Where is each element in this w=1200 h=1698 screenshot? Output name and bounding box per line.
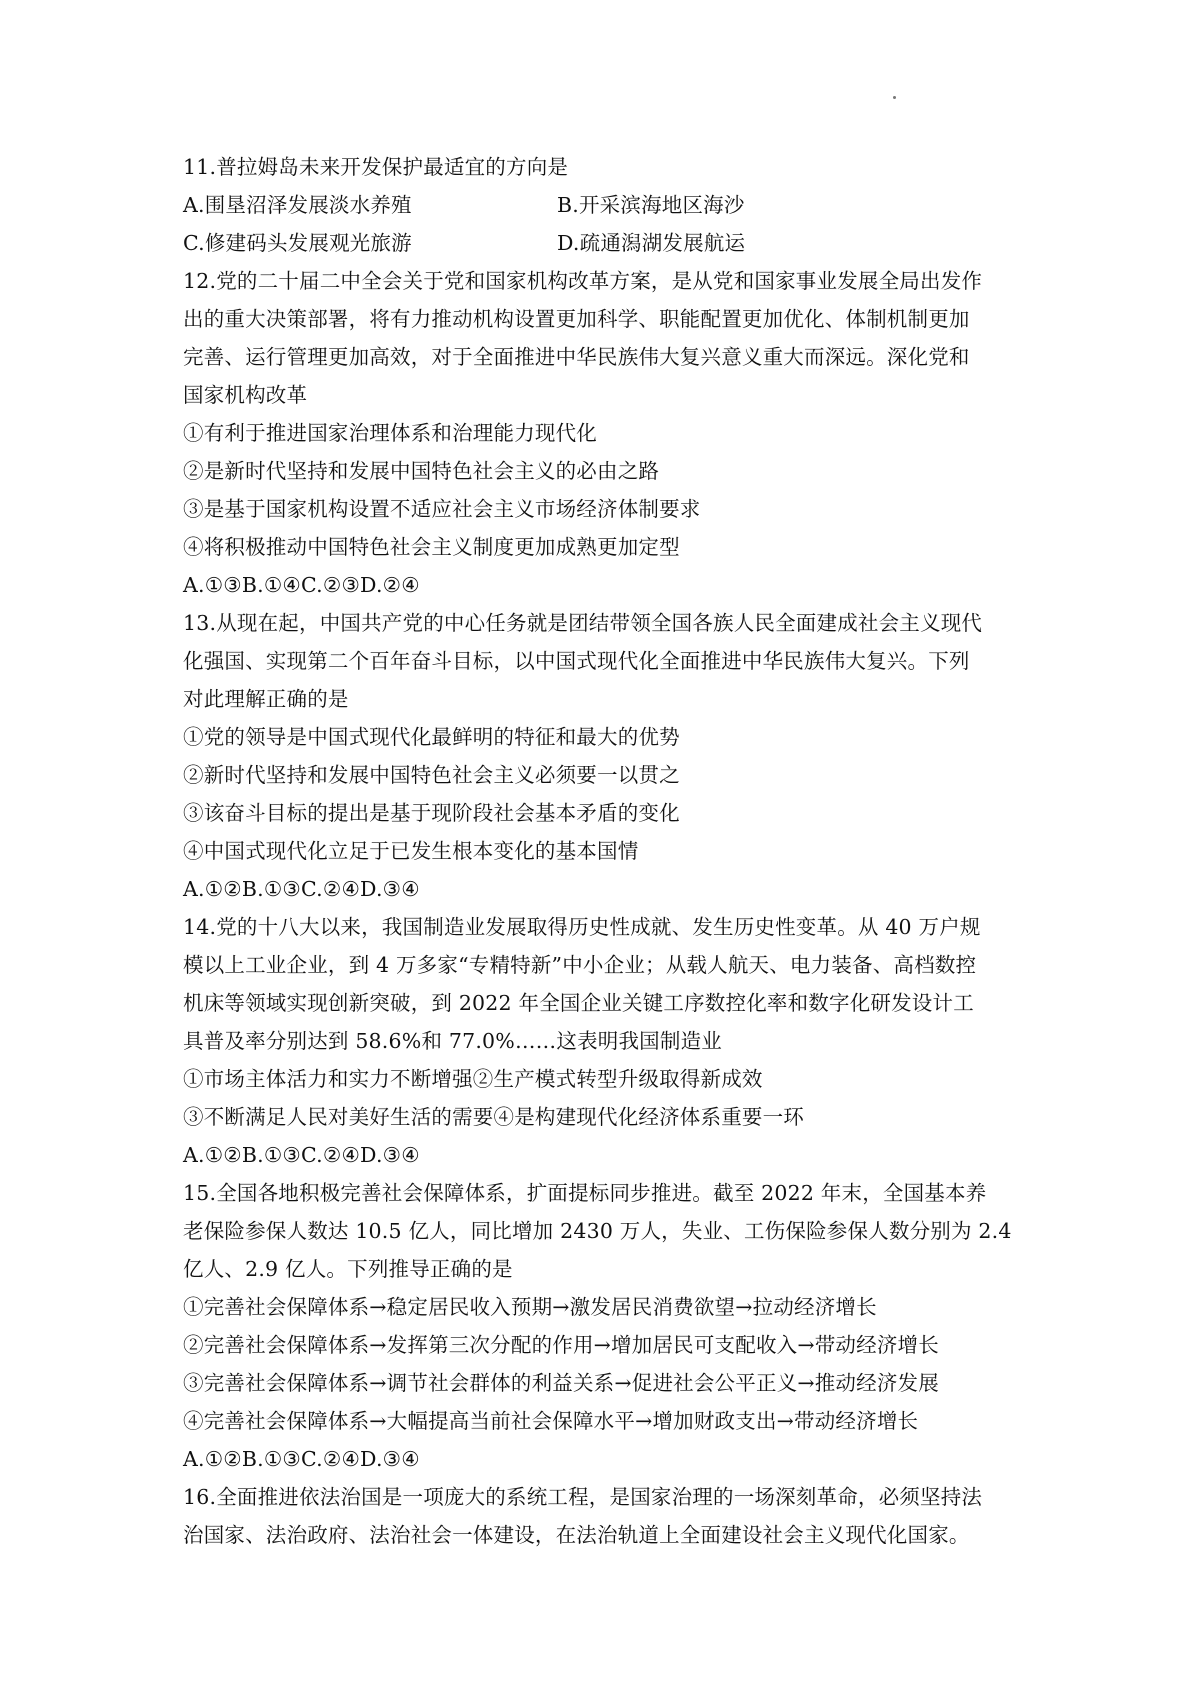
question-15-item-4: ④完善社会保障体系→大幅提高当前社会保障水平→增加财政支出→带动经济增长 [183,1409,919,1433]
question-15-item-2: ②完善社会保障体系→发挥第三次分配的作用→增加居民可支配收入→带动经济增长 [183,1333,939,1357]
question-11-option-d: D.疏通潟湖发展航运 [557,231,746,255]
question-11-stem: 11.普拉姆岛未来开发保护最适宜的方向是 [183,155,569,179]
question-13-answers: A.①②B.①③C.②④D.③④ [183,877,420,901]
question-13-stem-line: 对此理解正确的是 [183,687,349,711]
question-13-stem-line: 化强国、实现第二个百年奋斗目标，以中国式现代化全面推进中华民族伟大复兴。下列 [183,649,970,673]
question-15-item-1: ①完善社会保障体系→稳定居民收入预期→激发居民消费欲望→拉动经济增长 [183,1295,877,1319]
question-15-answers: A.①②B.①③C.②④D.③④ [183,1447,420,1471]
question-12-stem-line: 国家机构改革 [183,383,308,407]
question-13 [183,604,1043,908]
question-12-item-1: ①有利于推进国家治理体系和治理能力现代化 [183,421,597,445]
question-12-stem-line: 出的重大决策部署，将有力推动机构设置更加科学、职能配置更加优化、体制机制更加 [183,307,970,331]
question-11-options-row-1 [183,186,1043,224]
question-15-stem-line: 老保险参保人数达 10.5 亿人，同比增加 2430 万人，失业、工伤保险参保人数分别为 2.4 [183,1219,1012,1243]
question-12-item-2: ②是新时代坚持和发展中国特色社会主义的必由之路 [183,459,660,483]
question-14 [183,908,1043,1174]
question-13-item-2: ②新时代坚持和发展中国特色社会主义必须要一以贯之 [183,763,680,787]
question-15 [183,1174,1043,1478]
question-11-options-row-2 [183,224,1043,262]
question-14-stem-line: 具普及率分别达到 58.6%和 77.0%……这表明我国制造业 [183,1029,722,1053]
question-14-stem-line: 机床等领域实现创新突破，到 2022 年全国企业关键工序数控化率和数字化研发设计工 [183,991,974,1015]
question-12-item-4: ④将积极推动中国特色社会主义制度更加成熟更加定型 [183,535,680,559]
question-13-item-1: ①党的领导是中国式现代化最鲜明的特征和最大的优势 [183,725,680,749]
question-14-items-3-4: ③不断满足人民对美好生活的需要④是构建现代化经济体系重要一环 [183,1105,804,1129]
question-13-item-4: ④中国式现代化立足于已发生根本变化的基本国情 [183,839,639,863]
question-14-stem-line: 14.党的十八大以来，我国制造业发展取得历史性成就、发生历史性变革。从 40 万户规 [183,915,981,939]
question-16 [183,1478,1043,1554]
question-14-answers: A.①②B.①③C.②④D.③④ [183,1143,420,1167]
question-15-stem-line: 亿人、2.9 亿人。下列推导正确的是 [183,1257,513,1281]
question-11 [183,148,1043,262]
question-11-option-b: B.开采滨海地区海沙 [557,193,745,217]
question-14-stem-line: 模以上工业企业，到 4 万多家“专精特新”中小企业；从载人航天、电力装备、高档数控 [183,953,977,977]
page-dot [893,96,896,99]
question-15-item-3: ③完善社会保障体系→调节社会群体的利益关系→促进社会公平正义→推动经济发展 [183,1371,939,1395]
question-11-option-a: A.围垦沼泽发展淡水养殖 [183,193,412,217]
question-12-item-3: ③是基于国家机构设置不适应社会主义市场经济体制要求 [183,497,701,521]
question-12-stem-line: 12.党的二十届二中全会关于党和国家机构改革方案，是从党和国家事业发展全局出发作 [183,269,983,293]
question-16-stem-line: 16.全面推进依法治国是一项庞大的系统工程，是国家治理的一场深刻革命，必须坚持法 [183,1485,983,1509]
question-12-stem-line: 完善、运行管理更加高效，对于全面推进中华民族伟大复兴意义重大而深远。深化党和 [183,345,970,369]
question-13-stem-line: 13.从现在起，中国共产党的中心任务就是团结带领全国各族人民全面建成社会主义现代 [183,611,983,635]
question-13-item-3: ③该奋斗目标的提出是基于现阶段社会基本矛盾的变化 [183,801,680,825]
question-content [183,148,1043,1554]
question-16-stem-line: 治国家、法治政府、法治社会一体建设，在法治轨道上全面建设社会主义现代化国家。 [183,1523,970,1547]
question-12-answers: A.①③B.①④C.②③D.②④ [183,573,420,597]
question-12 [183,262,1043,604]
question-14-items-1-2: ①市场主体活力和实力不断增强②生产模式转型升级取得新成效 [183,1067,763,1091]
question-15-stem-line: 15.全国各地积极完善社会保障体系，扩面提标同步推进。截至 2022 年末，全国基本养 [183,1181,987,1205]
question-11-option-c: C.修建码头发展观光旅游 [183,231,412,255]
